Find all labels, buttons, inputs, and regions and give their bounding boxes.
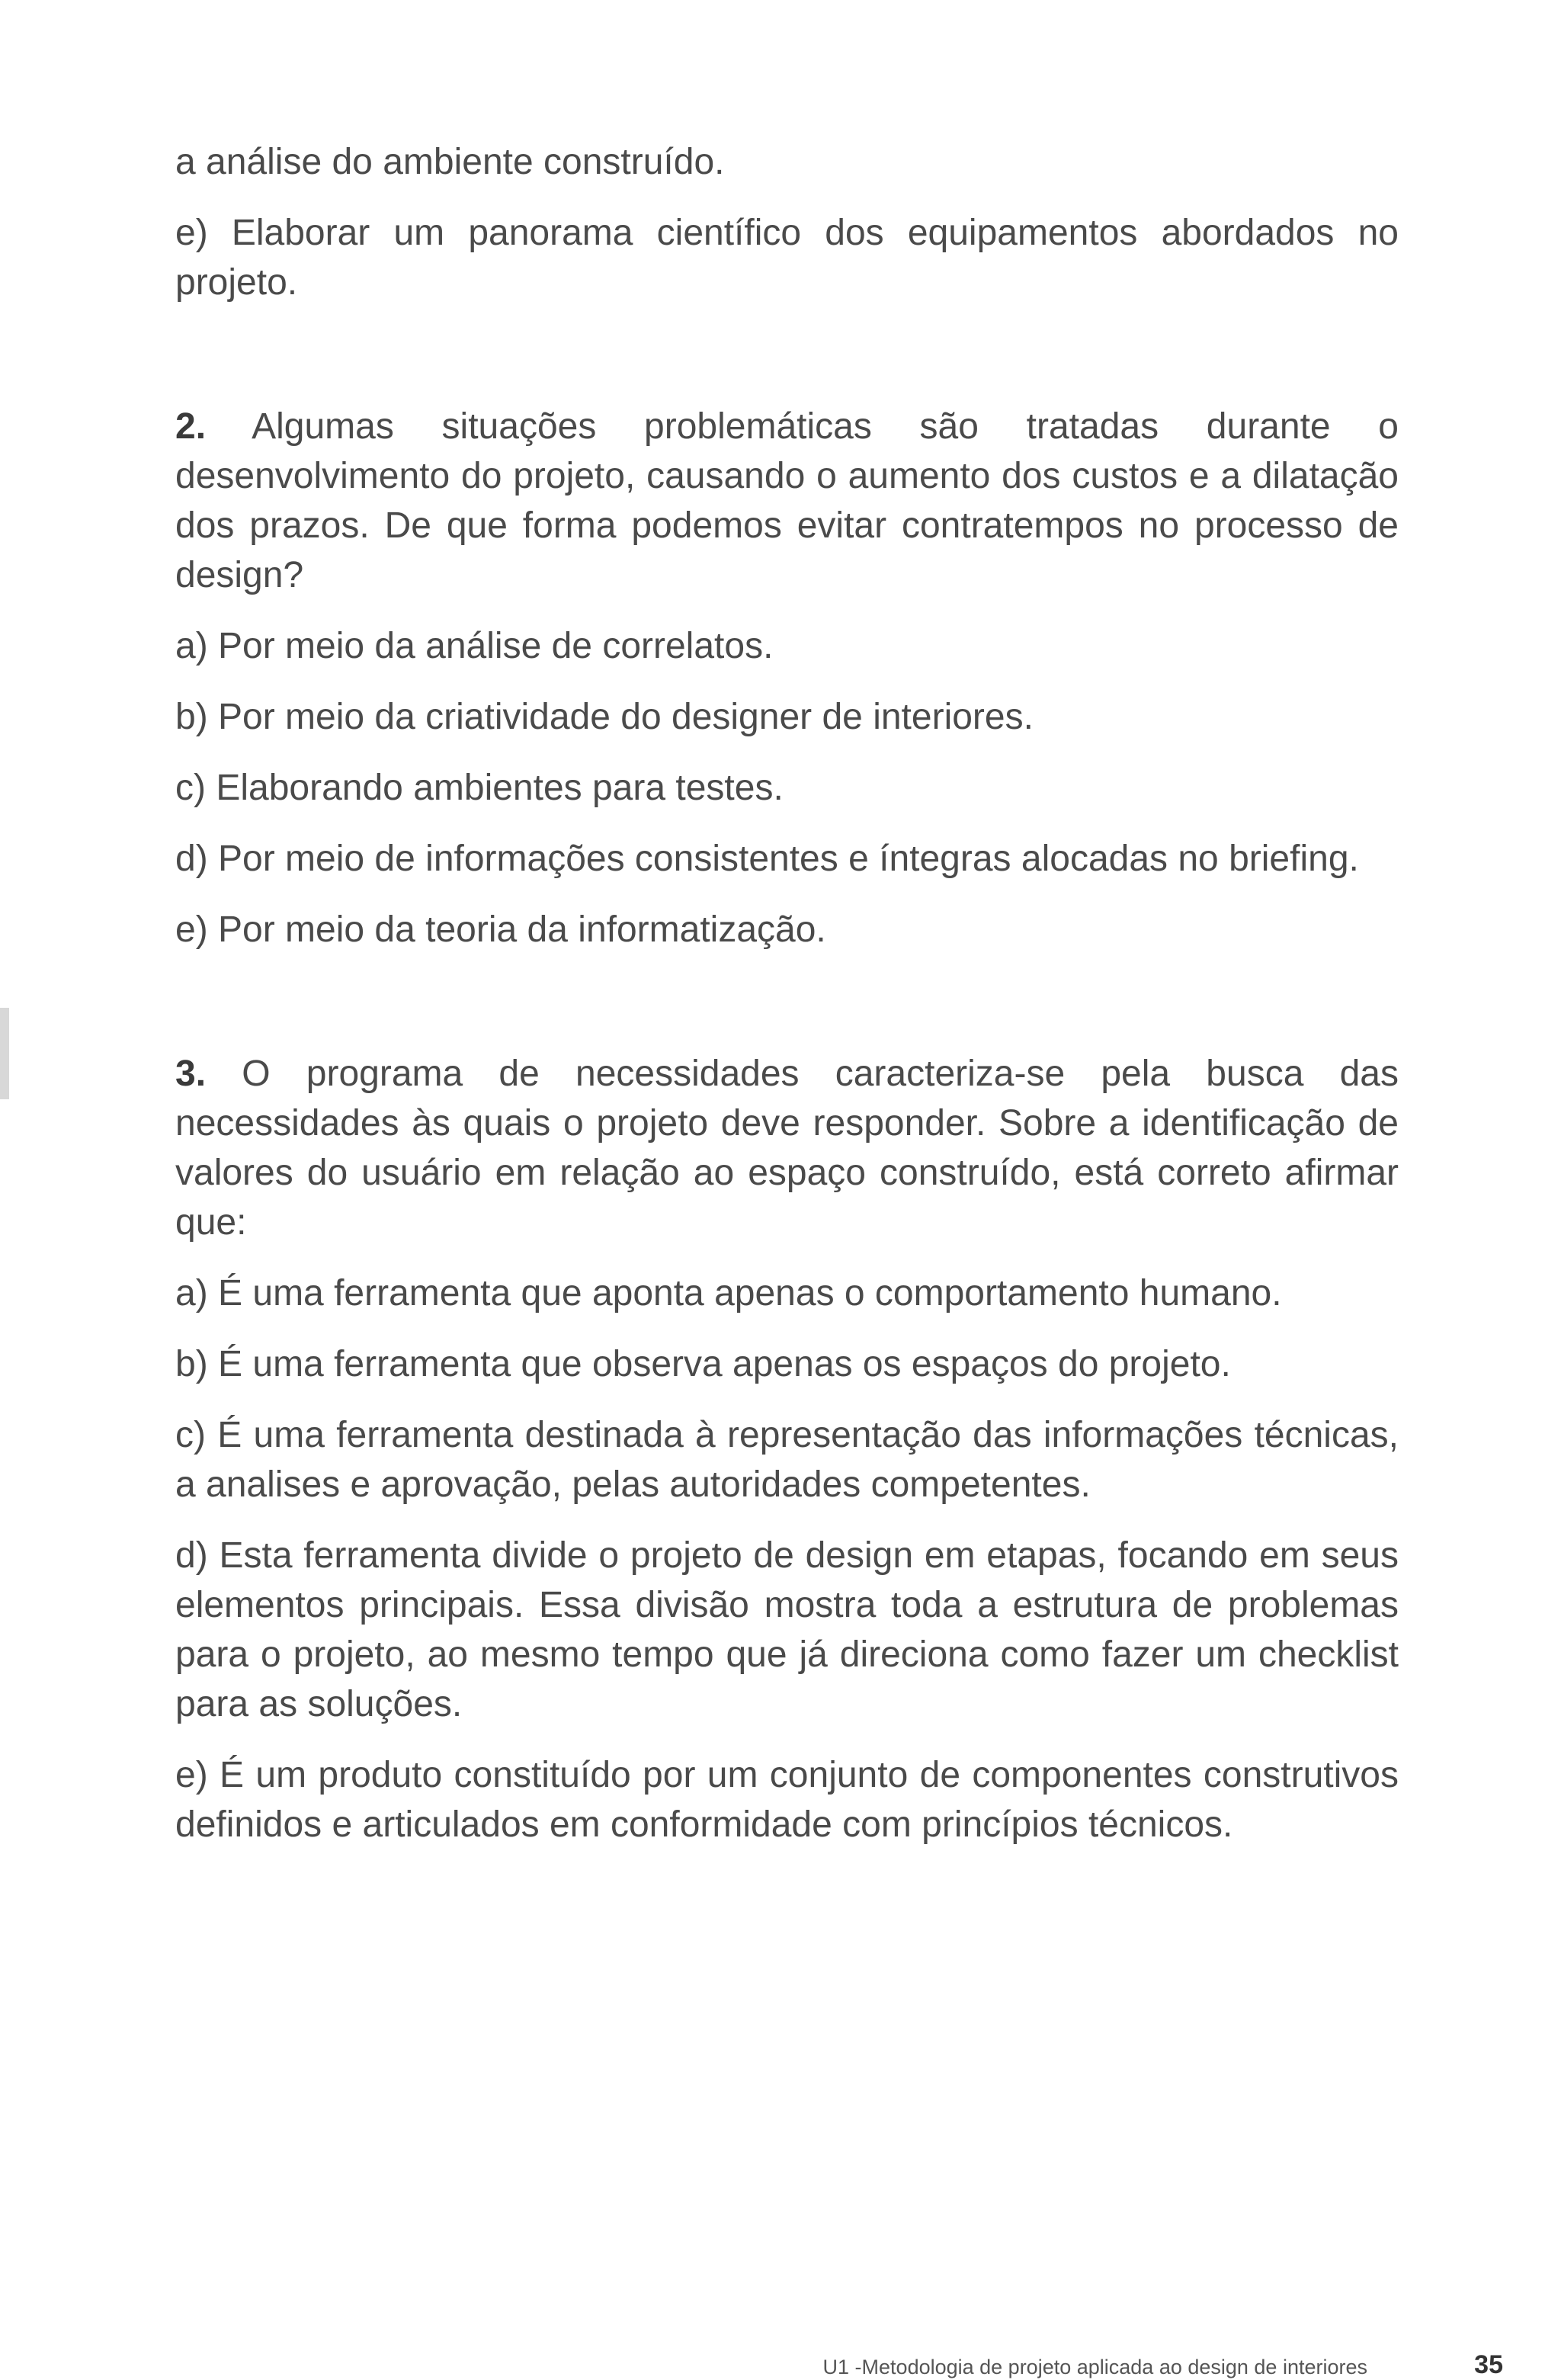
running-footer-title: U1 -Metodologia de projeto aplicada ao design de interiores (822, 2356, 1367, 2378)
q3-option-c: c) É uma ferramenta destinada à representação das informações técnicas, a analises e aprovação, pelas autoridades competentes. (175, 1415, 1399, 1505)
q1-option-e: e) Elaborar um panorama científico dos equipamentos abordados no projeto. (175, 213, 1399, 303)
q2-option-c: c) Elaborando ambientes para testes. (175, 768, 784, 808)
q3-option-e: e) É um produto constituído por um conjunto de componentes construtivos definidos e articulados em conformidade com princípios técnicos. (175, 1755, 1399, 1845)
q2-stem-text: Algumas situações problemáticas são tratadas durante o desenvolvimento do projeto, causando o aumento dos custos e a dilatação dos prazos. De que forma podemos evitar contratempos no processo de design? (175, 406, 1399, 595)
q2-option-d: d) Por meio de informações consistentes e íntegras alocadas no briefing. (175, 839, 1359, 879)
q3-option-b: b) É uma ferramenta que observa apenas os espaços do projeto. (175, 1344, 1231, 1384)
side-tab-marker (0, 1008, 9, 1099)
q3-option-d: d) Esta ferramenta divide o projeto de design em etapas, focando em seus elementos principais. Essa divisão mostra toda a estrutura de problemas para o projeto, ao mesmo tempo que já direciona como fazer um checklist para as soluções. (175, 1535, 1399, 1724)
q2-number: 2. (175, 406, 207, 447)
q2-option-a: a) Por meio da análise de correlatos. (175, 626, 774, 666)
page-number: 35 (1474, 2350, 1503, 2379)
q2-option-b: b) Por meio da criatividade do designer de interiores. (175, 697, 1034, 737)
q3-option-a: a) É uma ferramenta que aponta apenas o comportamento humano. (175, 1273, 1282, 1313)
q2-stem (175, 402, 1399, 600)
page-content (175, 137, 1399, 1849)
q3-stem-text: O programa de necessidades caracteriza-se pela busca das necessidades às quais o projeto deve responder. Sobre a identificação de valores do usuário em relação ao espaço construído, está correto afirmar que: (175, 1054, 1399, 1243)
q1-prev-option-end: a análise do ambiente construído. (175, 142, 725, 182)
q3-number: 3. (175, 1054, 207, 1094)
q2-option-e: e) Por meio da teoria da informatização. (175, 909, 826, 950)
q3-stem (175, 1049, 1399, 1247)
